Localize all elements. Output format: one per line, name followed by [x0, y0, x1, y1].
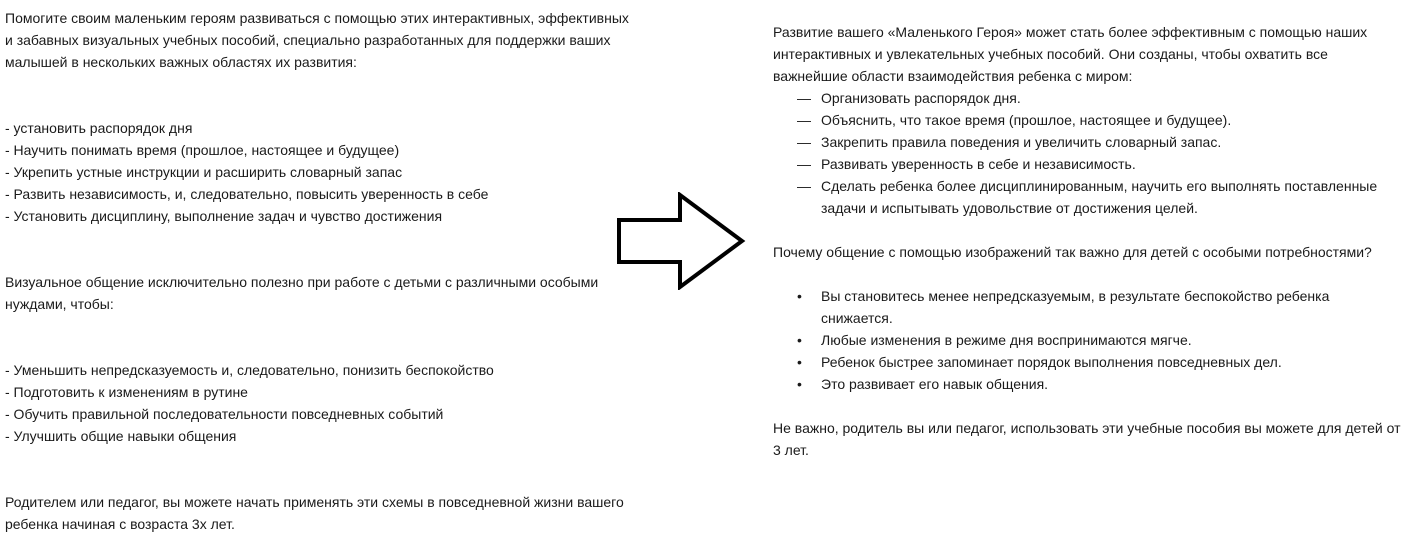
- list-item: [797, 175, 1403, 219]
- bullet-marker: •: [797, 332, 802, 348]
- list-item: - Уменьшить непредсказуемость и, следовательно, понизить беспокойство: [5, 362, 494, 378]
- right-goals-list: [773, 87, 1403, 219]
- list-item: [797, 109, 1403, 131]
- list-item: - Развить независимость, и, следовательно, повысить уверенность в себе: [5, 186, 489, 202]
- list-item: [797, 351, 1403, 373]
- list-item: - Установить дисциплину, выполнение задач и чувство достижения: [5, 208, 443, 224]
- spacer: [773, 263, 1403, 285]
- list-item: [797, 131, 1403, 153]
- list-item: - Обучить правильной последовательности повседневных событий: [5, 406, 444, 422]
- spacer: [5, 447, 635, 491]
- list-item: - Подготовить к изменениям в рутине: [5, 384, 248, 400]
- list-item-text: Закрепить правила поведения и увеличить словарный запас.: [821, 134, 1222, 150]
- list-item-text: Любые изменения в режиме дня воспринимаются мягче.: [821, 332, 1192, 348]
- spacer: [5, 315, 635, 359]
- right-arrow-icon: [616, 192, 746, 290]
- bullet-marker: •: [797, 288, 802, 304]
- list-item: [797, 329, 1403, 351]
- list-item-text: Вы становитесь менее непредсказуемым, в результате беспокойство ребенка снижается.: [821, 288, 1330, 326]
- spacer: [5, 227, 635, 271]
- left-goals-list: [5, 117, 635, 227]
- list-item: - Укрепить устные инструкции и расширить словарный запас: [5, 164, 403, 180]
- original-text-column: [5, 7, 635, 535]
- list-item-text: Развивать уверенность в себе и независимость.: [821, 156, 1136, 172]
- right-answers-list: [773, 285, 1403, 395]
- list-item-text: Сделать ребенка более дисциплинированным, научить его выполнять поставленные задачи и испытывать удовольствие от достижения целей.: [821, 178, 1378, 216]
- dash-marker: —: [797, 134, 811, 150]
- left-closing-paragraph: Родителем или педагог, вы можете начать применять эти схемы в повседневной жизни вашего ребенка начиная с возраста 3х лет.: [5, 494, 624, 532]
- bullet-marker: •: [797, 354, 802, 370]
- list-item-text: Объяснить, что такое время (прошлое, настоящее и будущее).: [821, 112, 1232, 128]
- dash-marker: —: [797, 90, 811, 106]
- spacer: [773, 219, 1403, 241]
- arrow-shape: [619, 195, 742, 287]
- list-item: - установить распорядок дня: [5, 120, 193, 136]
- left-visual-intro-paragraph: Визуальное общение исключительно полезно при работе с детьми с различными особыми нуждами, чтобы:: [5, 274, 599, 312]
- list-item-text: Ребенок быстрее запоминает порядок выполнения повседневных дел.: [821, 354, 1282, 370]
- bullet-marker: •: [797, 376, 802, 392]
- list-item-text: Это развивает его навык общения.: [821, 376, 1049, 392]
- right-question-paragraph: Почему общение с помощью изображений так важно для детей с особыми потребностями?: [773, 244, 1372, 260]
- dash-marker: —: [797, 112, 811, 128]
- list-item-text: Организовать распорядок дня.: [821, 90, 1021, 106]
- left-intro-paragraph: Помогите своим маленьким героям развиваться с помощью этих интерактивных, эффективных и забавных визуальных учебных пособий, специально разработанных для поддержки ваших малышей в нескольких важных областях их развития:: [5, 10, 629, 70]
- list-item: [797, 153, 1403, 175]
- spacer: [773, 395, 1403, 417]
- dash-marker: —: [797, 178, 811, 194]
- dash-marker: —: [797, 156, 811, 172]
- right-intro-paragraph: Развитие вашего «Маленького Героя» может стать более эффективным с помощью наших интерактивных и увлекательных учебных пособий. Они созданы, чтобы охватить все важнейшие области взаимодействия ребенка с миром:: [773, 24, 1368, 84]
- right-closing-paragraph: Не важно, родитель вы или педагог, использовать эти учебные пособия вы можете для детей от 3 лет.: [773, 420, 1401, 458]
- list-item: [797, 87, 1403, 109]
- spacer: [5, 73, 635, 117]
- list-item: [797, 285, 1403, 329]
- edited-text-column: [773, 21, 1403, 461]
- list-item: - Улучшить общие навыки общения: [5, 428, 237, 444]
- left-benefits-list: [5, 359, 635, 447]
- list-item: - Научить понимать время (прошлое, настоящее и будущее): [5, 142, 400, 158]
- list-item: [797, 373, 1403, 395]
